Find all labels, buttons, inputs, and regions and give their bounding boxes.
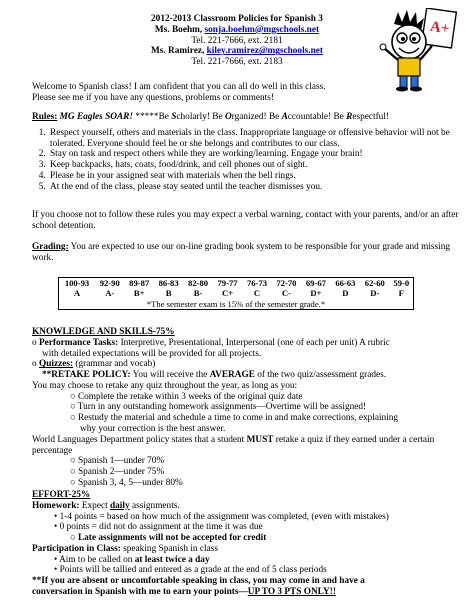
knowledge-section: KNOWLEDGE AND SKILLS-75% o Performance Tasks: Interpretive, Presentational, Interpersonal (one of each per unit) A rubric with detailed expectations will be provided for all projects. o Quizzes: (grammar and vocab) **RETAKE POLICY: You will receive the AVERAGE of the two quiz/assessment grades. You may choose to retake any quiz throughout the year, as long as you: ○ Complete the retake within 3 weeks of the original quiz date ○ Turn in any outstanding homework assignments—Overtime will be assigned! ○ Restudy the material and schedule a time to come in and make corrections, explaining why your correction is the best answer. World Languages Department policy states that a student MUST retake a quiz if they earned under a certain percentage ○ Spanish 1—under 70% ○ Spanish 2—under 75% ○ Spanish 3, 4, 5—under 80% — [32, 327, 462, 489]
grade-letter: A- — [105, 288, 115, 299]
rules-list — [32, 128, 462, 193]
grade-letter: D- — [370, 288, 380, 299]
grade-range: 82-80 — [188, 278, 209, 288]
list-item: ○ Spanish 2—under 75% — [70, 467, 165, 478]
student-clipart-logo — [374, 8, 460, 92]
welcome-section — [32, 82, 462, 104]
rules-label: Rules: — [32, 112, 58, 122]
list-item: • Aim to be called on at least twice a day — [54, 554, 210, 565]
grading-paragraph: Grading: You are expected to use our on-line grading book system to be responsible for your grade and missing work. — [32, 242, 451, 263]
list-item: ○ Spanish 1—under 70% — [70, 456, 165, 467]
grade-letter: B — [165, 288, 172, 299]
welcome-line: Welcome to Spanish class! I am confident that you can all do well in this class. — [32, 82, 326, 92]
grade-letters-row — [59, 288, 414, 298]
paper-icon — [422, 8, 457, 48]
participation-label: Participation in Class: — [32, 543, 121, 554]
rules-slogan: MG Eagles SOAR! — [59, 112, 133, 122]
quizzes-label: Quizzes: — [38, 359, 74, 370]
teacher1-phone: Tel. 221-7666, ext. 2181 — [191, 35, 283, 46]
list-item: ○ Complete the retake within 3 weeks of the original quiz date — [70, 391, 303, 402]
rules-section — [32, 112, 462, 192]
list-item: • 0 points = did not do assignment at the time it was due — [54, 522, 263, 533]
grade-range: 100-93 — [64, 278, 90, 288]
page-title: 2012-2013 Classroom Policies for Spanish 3 — [151, 14, 323, 24]
grade-range: 69-67 — [305, 278, 326, 288]
list-item: 4. Please be in your assigned seat with materials when the bell rings. — [48, 171, 462, 182]
grade-range: 66-63 — [335, 278, 356, 288]
grade-range: 89-87 — [129, 278, 150, 288]
grade-note-row — [59, 299, 414, 310]
grade-letter: D+ — [310, 288, 322, 299]
grade-letter: B- — [193, 288, 203, 299]
grade-scale-table — [58, 277, 414, 310]
welcome-line: Please see me if you have any questions, problems or comments! — [32, 92, 274, 103]
grade-range: 62-60 — [364, 278, 385, 288]
grading-label: Grading: — [32, 242, 69, 252]
teacher1-email-link[interactable]: sonja.boehm@mgschools.net — [204, 24, 320, 35]
grade-letter: C+ — [221, 288, 234, 299]
list-item: • Points will be tallied and entered as a grade at the end of 5 class periods — [54, 565, 327, 576]
list-item: ○ Turn in any outstanding homework assignments—Overtime will be assigned! — [70, 402, 367, 413]
performance-tasks-label: Performance Tasks: — [38, 337, 119, 348]
grade-letter: C- — [281, 288, 291, 299]
list-item: 3. Keep backpacks, hats, coats, food/drink, and cell phones out of sight. — [48, 160, 462, 171]
absent-note-cont: conversation in Spanish with me to earn your points—UP TO 3 PTS ONLY!! — [32, 587, 336, 598]
consequence-paragraph: If you choose not to follow these rules you may expect a verbal warning, contact with your parents, and/or an after school detention. — [32, 210, 459, 231]
effort-section: EFFORT-25% Homework: Expect daily assignments. • 1-4 points = based on how much of the assignment was completed, (even with mistakes) • 0 points = did not do assignment at the time it was due ○ Late assignments will not be accepted for credit Participation in Class: speaking Spanish in class • Aim to be called on at least twice a day • Points will be tallied and entered as a grade at the end of 5 class periods **If you are absent or uncomfortable speaking in class, you may come in and have a conversation in Spanish with me to earn your points—UP TO 3 PTS ONLY!! — [32, 490, 462, 598]
grade-letter: C — [253, 288, 261, 299]
grade-range: 72-70 — [276, 278, 297, 288]
grade-range: 92-90 — [99, 278, 120, 288]
grade-ranges-row — [59, 278, 414, 289]
grade-range: 86-83 — [158, 278, 179, 288]
effort-heading: EFFORT-25% — [32, 490, 91, 500]
teacher2-phone: Tel. 221-7666, ext. 2183 — [191, 57, 283, 68]
semester-exam-note: *The semester exam is 15% of the semester grade.* — [146, 298, 326, 309]
list-item: • 1-4 points = based on how much of the assignment was completed, (even with mistakes) — [54, 511, 389, 522]
list-item: 5. At the end of the class, please stay seated until the teacher dismisses you. — [48, 182, 462, 193]
homework-label: Homework: — [32, 500, 80, 511]
grade-letter: D — [342, 288, 349, 299]
list-item: ○ Spanish 3, 4, 5—under 80% — [70, 477, 183, 488]
rules-heading-line: Rules: MG Eagles SOAR! *****Be Scholarly! Be Organized! Be Accountable! Be Respectful! — [32, 112, 389, 122]
list-item: ○ Restudy the material and schedule a time to come in and make corrections, explaining — [70, 413, 399, 424]
grade-range: 76-73 — [246, 278, 268, 288]
list-item: ○ Late assignments will not be accepted for credit — [70, 533, 267, 544]
knowledge-heading: KNOWLEDGE AND SKILLS-75% — [32, 327, 175, 337]
grade-letter: B+ — [133, 288, 145, 299]
grade-letter: F — [398, 288, 404, 299]
grade-range: 59-0 — [393, 278, 410, 288]
grade-badge: A+ — [428, 18, 451, 38]
list-item: 1. Respect yourself, others and materials in the class. Inappropriate language or offensive behavior will not be tolerated. Everyone should feel he or she belongs and contributes to our class. — [48, 128, 462, 150]
list-item: 2. Stay on task and respect others while they are working/learning. Engage your brain! — [48, 149, 462, 160]
grade-range: 79-77 — [217, 278, 238, 288]
teacher2-email-link[interactable]: kiley.ramirez@mgschools.net — [206, 46, 323, 57]
grade-letter: A — [73, 288, 81, 299]
retake-policy-label: **RETAKE POLICY: — [42, 370, 131, 381]
teacher1-line: Ms. Boehm, sonja.boehm@mgschools.net — [154, 24, 320, 35]
teacher2-line: Ms. Ramirez, kiley.ramirez@mgschools.net — [151, 46, 323, 57]
absent-note: **If you are absent or uncomfortable speaking in class, you may come in and have a — [32, 576, 365, 587]
